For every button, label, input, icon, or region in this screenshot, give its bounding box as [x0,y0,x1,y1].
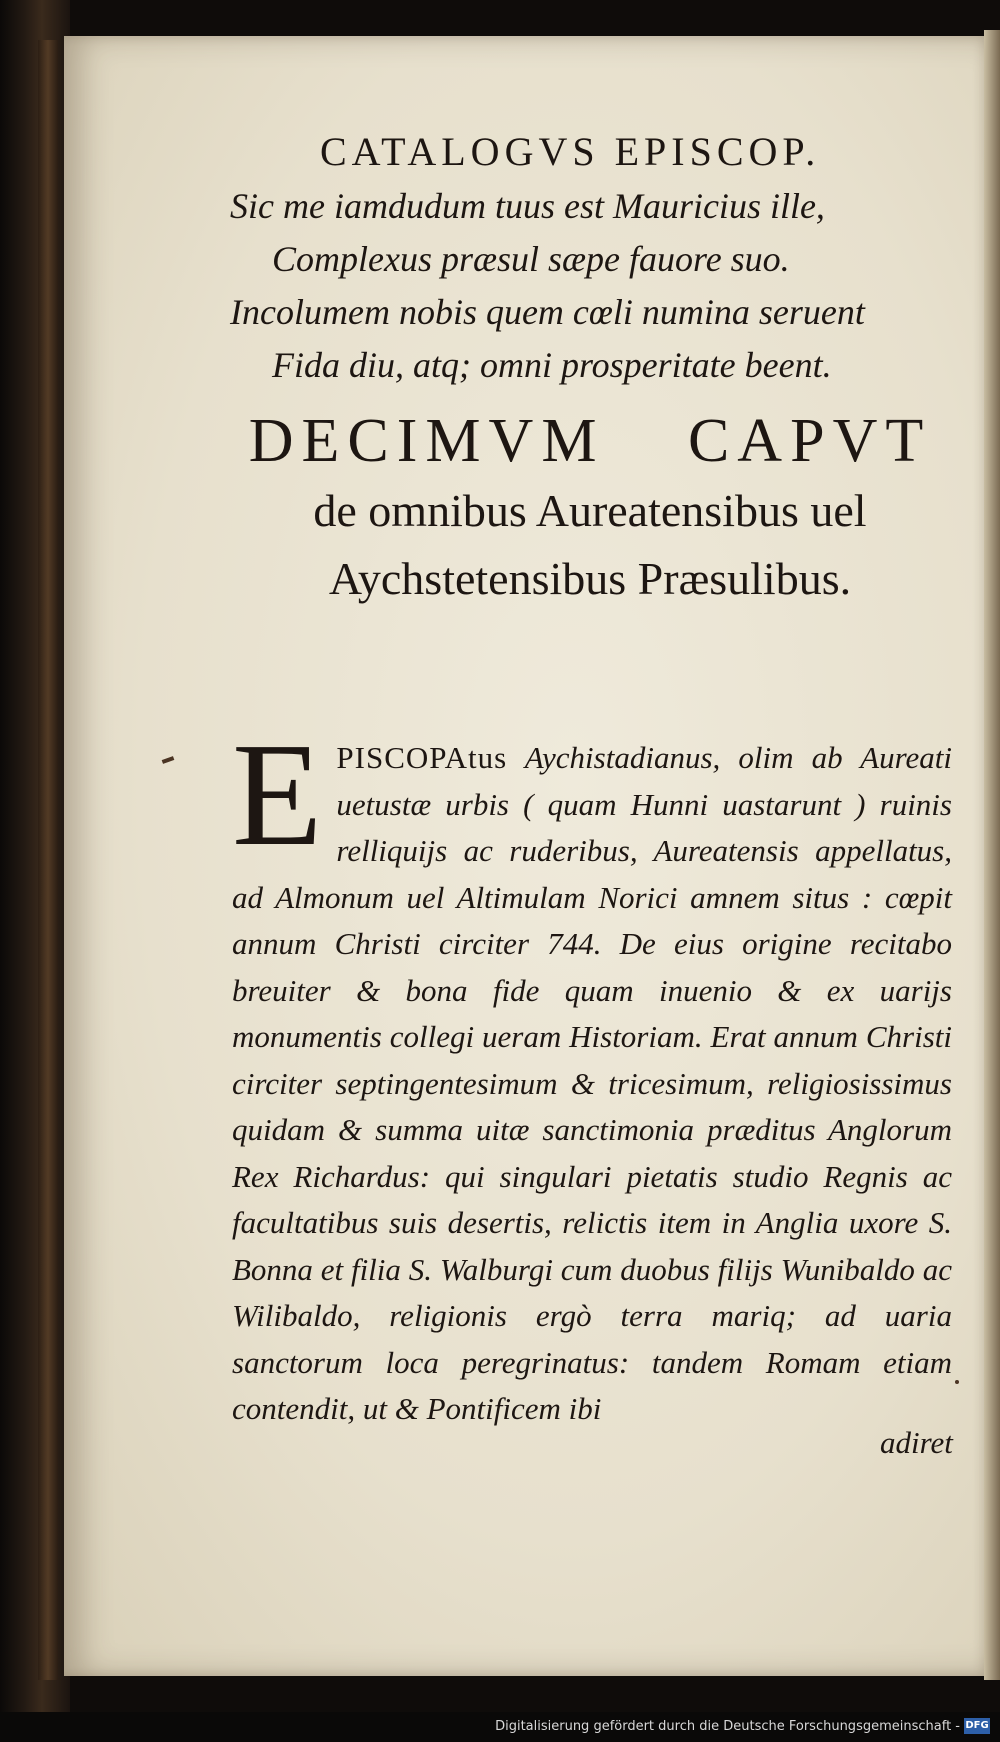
verse-line-3: Incolumem nobis quem cœli numina seruent [230,292,865,332]
drop-initial: E [232,713,323,877]
chapter-heading [230,405,950,613]
chapter-title: DECIMVM CAPVT [248,407,932,475]
page-right-edge [984,30,1000,1680]
initial-word-rest: PISCOPAtus [336,740,508,775]
margin-ink-dot [955,1380,959,1384]
verse-line-2: Complexus præsul sæpe fauore suo. [272,239,790,279]
digitization-credit: Digitalisierung gefördert durch die Deutsche Forschungsgemeinschaft - [495,1719,960,1734]
catchword: adiret [880,1425,953,1460]
running-head: CATALOGVS EPISCOP. [320,129,821,174]
body-paragraph [232,713,952,1433]
book-binding-edge [0,0,70,1742]
chapter-subtitle: de omnibus Aureatensibus uel Aychstetensibus Præsulibus. [313,485,867,604]
body-text [232,713,952,1433]
body-paragraph-text: Aychistadianus, olim ab Aureati uetustæ urbis ( quam Hunni uastarunt ) ruinis relliquijs ac ruderibus, Aureatensis appellatus, ad Almonum uel Altimulam Norici amnem situs : cœpit annum Christi circiter 744. De eius origine recitabo breuiter & bona fide quam inuenio & ex uarijs monumentis collegi ueram Historiam. Erat annum Christi circiter septingentesimum & tricesimum, religiosissimus quidam & summa uitæ sanctimonia præditus Anglorum Rex Richardus: qui singulari pietatis studio Regnis ac facultatibus suis desertis, relictis item in Anglia uxore S. Bonna et filia S. Walburgi cum duobus filijs Wunibaldo ac Wilibaldo, religionis ergò terra mariq; ad uaria sanctorum loca peregrinatus: tandem Romam etiam contendit, ut & Pontificem ibi [232,740,952,1426]
dfg-logo: DFG [964,1718,990,1734]
verse-line-4: Fida diu, atq; omni prosperitate beent. [272,345,832,385]
book-spine [38,40,58,1680]
verse-line-1: Sic me iamdudum tuus est Mauricius ille, [230,186,825,226]
